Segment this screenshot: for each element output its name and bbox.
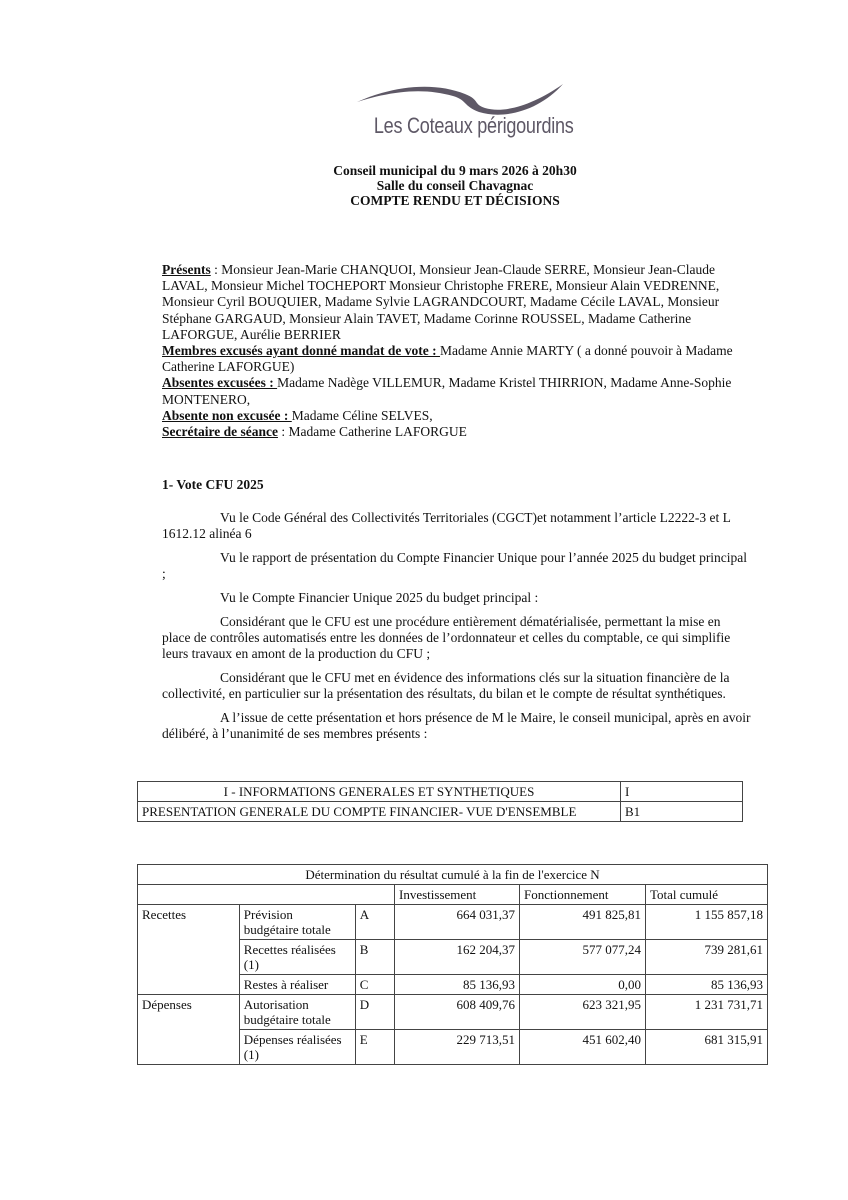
table-cell: 681 315,91 xyxy=(645,1030,767,1065)
table-cell: 664 031,37 xyxy=(395,905,520,940)
table-cell: 85 136,93 xyxy=(645,975,767,995)
section-title: 1- Vote CFU 2025 xyxy=(162,477,264,492)
row-code: A xyxy=(355,905,394,940)
absentes-line xyxy=(162,375,752,407)
logo xyxy=(355,80,574,150)
row-code: E xyxy=(355,1030,394,1065)
table-cell: 1 155 857,18 xyxy=(645,905,767,940)
non-excusee-text: Madame Céline SELVES, xyxy=(291,407,433,423)
table-cell: 162 204,37 xyxy=(395,940,520,975)
presents-line xyxy=(162,262,752,343)
table-row xyxy=(138,782,743,802)
table-cell: 1 231 731,71 xyxy=(645,995,767,1030)
secretaire-text: : Madame Catherine LAFORGUE xyxy=(277,424,467,440)
table-cell: 229 713,51 xyxy=(395,1030,520,1065)
table-row xyxy=(138,905,768,940)
table-cell: 491 825,81 xyxy=(519,905,645,940)
table-cell xyxy=(138,885,395,905)
non-excusee-label: Absente non excusée : xyxy=(162,407,292,423)
column-header: Fonctionnement xyxy=(519,885,645,905)
logo-text: Les Coteaux périgourdins xyxy=(373,113,574,138)
mandat-label: Membres excusés ayant donné mandat de vote : xyxy=(162,343,440,359)
attendance-block xyxy=(162,262,752,440)
absentes-label: Absentes excusées : xyxy=(162,375,278,391)
group-label: Dépenses xyxy=(138,995,240,1065)
info-table xyxy=(137,781,743,822)
table-cell: 85 136,93 xyxy=(395,975,520,995)
group-label: Recettes xyxy=(138,905,240,995)
presents-label: Présents xyxy=(162,262,211,277)
paragraph: Considérant que le CFU met en évidence des informations clés sur la situation financière de la collectivité, en particulier sur la présentation des résultats, du bilan et le compte de résultat synthétiques. xyxy=(162,670,730,702)
non-excusee-line xyxy=(162,408,752,424)
row-label: Autorisation budgétaire totale xyxy=(239,995,355,1030)
table-cell: 451 602,40 xyxy=(519,1030,645,1065)
table-cell: 608 409,76 xyxy=(395,995,520,1030)
table-cell: 739 281,61 xyxy=(645,940,767,975)
secretaire-line xyxy=(162,424,752,440)
row-code: B xyxy=(355,940,394,975)
row-code: D xyxy=(355,995,394,1030)
secretaire-label: Secrétaire de séance xyxy=(162,424,278,440)
table-row xyxy=(138,802,743,822)
column-header: Investissement xyxy=(395,885,520,905)
column-header: Total cumulé xyxy=(645,885,767,905)
table-title: Détermination du résultat cumulé à la fin de l'exercice N xyxy=(138,865,768,885)
table-cell: I xyxy=(621,782,743,802)
row-label: Restes à réaliser xyxy=(239,975,355,995)
table-row xyxy=(138,995,768,1030)
document-title: COMPTE RENDU ET DÉCISIONS xyxy=(350,193,560,208)
paragraph: A l’issue de cette présentation et hors présence de M le Maire, le conseil municipal, après en avoir délibéré, à l’unanimité de ses membres présents : xyxy=(162,710,751,742)
table-cell: 577 077,24 xyxy=(519,940,645,975)
meeting-title: Conseil municipal du 9 mars 2026 à 20h30 xyxy=(333,163,577,178)
table-title-row xyxy=(138,865,768,885)
table-cell: 0,00 xyxy=(519,975,645,995)
paragraph: Vu le Compte Financier Unique 2025 du budget principal : xyxy=(220,590,539,605)
table-cell: I - INFORMATIONS GENERALES ET SYNTHETIQUES xyxy=(138,782,621,802)
table-cell: PRESENTATION GENERALE DU COMPTE FINANCIER- VUE D'ENSEMBLE xyxy=(138,802,621,822)
row-label: Recettes réalisées (1) xyxy=(239,940,355,975)
table-cell: B1 xyxy=(621,802,743,822)
paragraph: Vu le Code Général des Collectivités Territoriales (CGCT)et notamment l’article L2222-3 et L 1612.12 alinéa 6 xyxy=(162,510,731,542)
result-table xyxy=(137,864,768,1065)
presents-text: : Monsieur Jean-Marie CHANQUOI, Monsieur Jean-Claude SERRE, Monsieur Jean-Claude LAVAL, Monsieur Michel TOCHEPORT Monsieur Christophe FRERE, Monsieur Alain VEDRENNE, Monsieur Cyril BOUQUIER, Madame Sylvie LAGRANDCOURT, Madame Cécile LAVAL, Monsieur Stéphane GARGAUD, Monsieur Alain TAVET, Madame Corinne ROUSSEL, Madame Catherine LAFORGUE, Aurélie BERRIER xyxy=(162,262,720,342)
meeting-location: Salle du conseil Chavagnac xyxy=(376,178,534,193)
paragraph: Vu le rapport de présentation du Compte Financier Unique pour l’année 2025 du budget principal ; xyxy=(162,550,748,582)
row-label: Prévision budgétaire totale xyxy=(239,905,355,940)
mandat-line xyxy=(162,343,752,375)
row-code: C xyxy=(355,975,394,995)
row-label: Dépenses réalisées (1) xyxy=(239,1030,355,1065)
absentes-text: Madame Nadège VILLEMUR, Madame Kristel THIRRION, Madame Anne-Sophie MONTENERO, xyxy=(162,375,732,407)
table-cell: 623 321,95 xyxy=(519,995,645,1030)
mandat-text: Madame Annie MARTY ( a donné pouvoir à Madame Catherine LAFORGUE) xyxy=(162,343,733,375)
table-header-row xyxy=(138,885,768,905)
paragraph: Considérant que le CFU est une procédure entièrement dématérialisée, permettant la mise en place de contrôles automatisés entre les données de l’ordonnateur et celles du comptable, ce qui simplifie leurs travaux en amont de la production du CFU ; xyxy=(162,614,731,662)
